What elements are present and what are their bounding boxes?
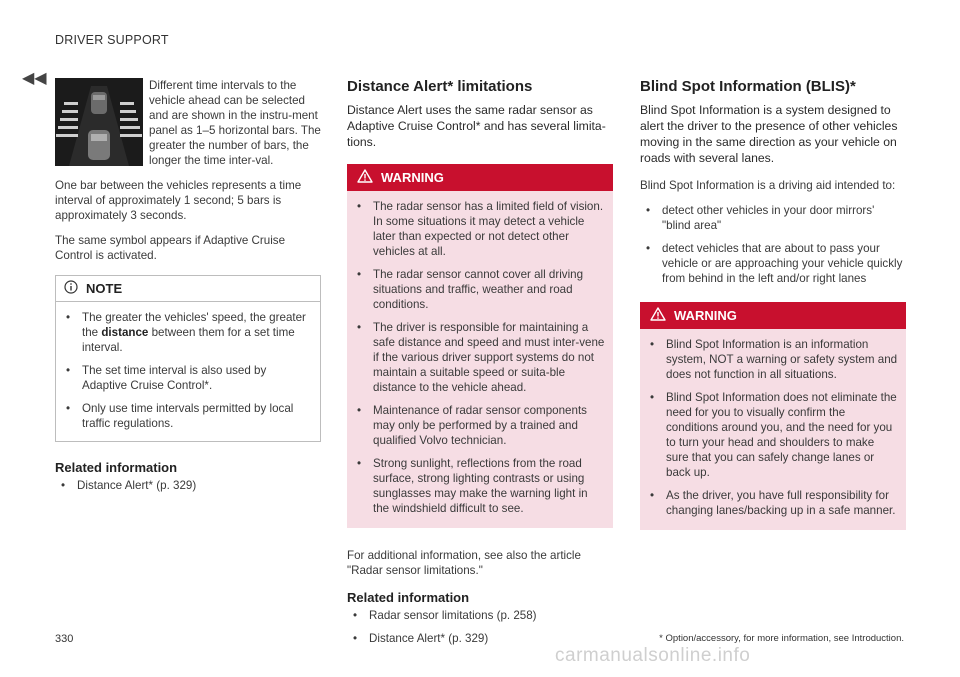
paragraph-symbol: The same symbol appears if Adaptive Cruise Control is activated. — [55, 234, 286, 262]
previous-page-icon[interactable]: ◀◀ — [22, 70, 47, 87]
list-item: • Maintenance of radar sensor components may only be performed by a trained and qualified Volvo technician. — [351, 403, 605, 448]
section-header: DRIVER SUPPORT — [55, 33, 169, 47]
section-title: Distance Alert* limitations — [347, 78, 533, 95]
warning-box — [347, 164, 613, 528]
note-title: NOTE — [86, 281, 123, 296]
list-item: • The driver is responsible for maintaining a safe distance and speed and must inter-vene if the various driver support systems do not maintain a suitable speed or suita-ble distance to the vehicle ahead. — [351, 320, 605, 395]
watermark: carmanualsonline.info — [555, 645, 751, 666]
column-left — [55, 78, 321, 501]
lead-paragraph: Blind Spot Information is a system designed to alert the driver to the presence of other vehicles moving in the same direction as your vehicle on roads with several lanes. — [640, 103, 898, 165]
paragraph-bar-interval: One bar between the vehicles represents a time interval of approximately 1 second; 5 bars is approximately 3 seconds. — [55, 179, 302, 222]
list-item: • The greater the vehicles' speed, the greater the distance between them for a set time interval. — [60, 310, 312, 355]
list-item: • Only use time intervals permitted by local traffic regulations. — [60, 401, 312, 431]
warning-triangle-icon — [650, 307, 666, 324]
list-item: • Blind Spot Information does not eliminate the need for you to visually confirm the conditions around you, and the need for you to turn your head and shoulders to make sure that you can safely change lanes or back up. — [644, 390, 898, 480]
list-item: • The radar sensor has a limited field of vision. In some situations it may detect a vehicle later than expected or not detect other vehicles at all. — [351, 199, 605, 259]
list-item: • The set time interval is also used by Adaptive Cruise Control*. — [60, 363, 312, 393]
related-link[interactable]: • Radar sensor limitations (p. 258) — [347, 608, 613, 623]
list-item: • detect vehicles that are about to pass your vehicle or are approaching your vehicle quickly from behind in the left and/or right lanes — [640, 241, 906, 286]
intro-text: Different time intervals to the vehicle ahead can be selected and are shown in the instru-ment panel as 1–5 horizontal bars. The greater the number of bars, the longer the time inter-val. — [149, 79, 321, 167]
related-information-heading: Related information — [55, 460, 178, 475]
related-link[interactable]: • Distance Alert* (p. 329) — [55, 478, 321, 493]
warning-header — [640, 302, 906, 329]
column-right — [640, 78, 906, 544]
list-item: • The radar sensor cannot cover all driving situations and traffic, weather and road conditions. — [351, 267, 605, 312]
warning-list — [351, 199, 605, 516]
lead-paragraph: Distance Alert uses the same radar sensor as Adaptive Cruise Control* and has several limita-tions. — [347, 103, 606, 149]
section-title: Blind Spot Information (BLIS)* — [640, 78, 856, 95]
column-middle — [347, 78, 613, 654]
distance-bars-illustration — [55, 78, 143, 166]
warning-title: WARNING — [674, 308, 737, 323]
list-item: • Blind Spot Information is an information system, NOT a warning or safety system and does not function in all situations. — [644, 337, 898, 382]
warning-header — [347, 164, 613, 191]
related-information-heading: Related information — [347, 590, 470, 605]
list-item: • Strong sunlight, reflections from the road surface, strong lighting contrasts or using sunglasses may make the warning light in the windshield difficult to see. — [351, 456, 605, 516]
footnote: * Option/accessory, for more information, see Introduction. — [659, 633, 904, 644]
warning-triangle-icon — [357, 169, 373, 186]
related-list — [55, 478, 321, 493]
related-link[interactable]: • Distance Alert* (p. 329) — [347, 631, 613, 646]
additional-info-paragraph: For additional information, see also the article "Radar sensor limitations." — [347, 549, 581, 577]
note-box — [55, 275, 321, 442]
note-list — [60, 310, 312, 431]
related-list — [347, 608, 613, 646]
note-header — [56, 276, 320, 302]
warning-box — [640, 302, 906, 530]
paragraph-purpose: Blind Spot Information is a driving aid intended to: — [640, 179, 896, 192]
warning-title: WARNING — [381, 170, 444, 185]
warning-list — [644, 337, 898, 518]
purpose-list — [640, 203, 906, 286]
page-number: 330 — [55, 633, 74, 645]
list-item: • As the driver, you have full responsibility for changing lanes/backing up in a safe manner. — [644, 488, 898, 518]
info-icon — [64, 280, 78, 297]
list-item: • detect other vehicles in your door mirrors' "blind area" — [640, 203, 906, 233]
